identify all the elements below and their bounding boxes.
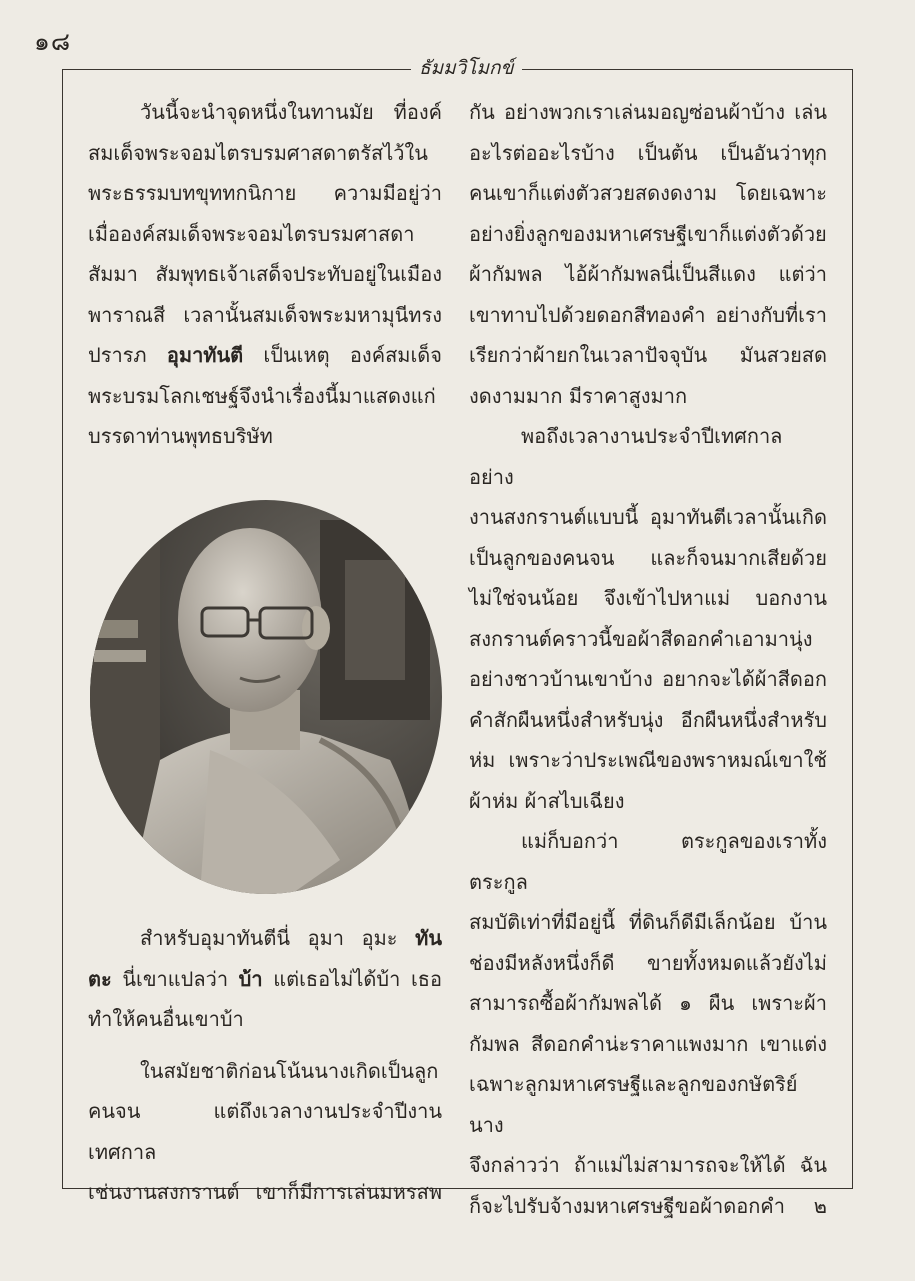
- text-line: พระธรรมบทขุททกนิกาย ความมีอยู่ว่า: [88, 181, 442, 205]
- portrait-image: [90, 500, 442, 895]
- text-run: แต่เธอไม่ได้บ้า เธอ: [262, 966, 442, 991]
- text-line: สัมมา สัมพุทธเจ้าเสด็จประทับอยู่ในเมือง: [88, 262, 442, 286]
- text-line: สามารถซื้อผ้ากัมพลได้ ๑ ผืน เพราะผ้า: [469, 991, 827, 1015]
- text-line: งดงามมาก มีราคาสูงมาก: [469, 383, 688, 408]
- text-line: เช่นงานสงกรานต์ เขาก็มีการเล่นมหรสพ: [88, 1180, 442, 1204]
- text-line: แม่ก็บอกว่า ตระกูลของเราทั้งตระกูล: [469, 829, 827, 894]
- text-line: เฉพาะลูกมหาเศรษฐีและลูกของกษัตริย์ นาง: [469, 1072, 798, 1137]
- text-line: สงกรานต์คราวนี้ขอผ้าสีดอกคำเอามานุ่ง: [469, 626, 813, 651]
- text-line: ผ้าห่ม ผ้าสไบเฉียง: [469, 788, 625, 813]
- text-line: อย่างยิ่งลูกของมหาเศรษฐีเขาก็แต่งตัวด้วย: [469, 221, 827, 246]
- text-line: ทำให้คนอื่นเขาบ้า: [88, 1007, 244, 1031]
- text-line: พาราณสี เวลานั้นสมเด็จพระมหามุนีทรง: [88, 302, 442, 327]
- text-line: วันนี้จะนำจุดหนึ่งในทานมัย ที่องค์: [140, 100, 442, 124]
- text-line: เมื่อองค์สมเด็จพระจอมไตรบรมศาสดา: [88, 221, 415, 246]
- text-line: ผ้ากัมพล ไอ้ผ้ากัมพลนี่เป็นสีแดง แต่ว่า: [469, 262, 827, 286]
- text-line: [88, 335, 442, 376]
- right-column: [469, 92, 827, 1226]
- text-line: กัน อย่างพวกเราเล่นมอญซ่อนผ้าบ้าง เล่น: [469, 100, 827, 124]
- text-line: [88, 959, 442, 1000]
- text-line: เรียกว่าผ้ายกในเวลาปัจจุบัน มันสวยสด: [469, 343, 827, 367]
- text-run: สำหรับอุมาทันตีนี่ อุมา อุมะ: [140, 926, 416, 950]
- text-line: ในสมัยชาติก่อนโน้นนางเกิดเป็นลูก: [140, 1058, 439, 1083]
- text-line: พอถึงเวลางานประจำปีเทศกาลอย่าง: [469, 424, 783, 489]
- running-head: ธัมมวิโมกข์: [411, 54, 522, 82]
- text-line: ช่องมีหลังหนึ่งก็ดี ขายทั้งหมดแล้วยังไม่: [469, 950, 827, 975]
- text-line: อะไรต่ออะไรบ้าง เป็นต้น เป็นอันว่าทุก: [469, 140, 827, 165]
- text-line: คนเขาก็แต่งตัวสวยสดงดงาม โดยเฉพาะ: [469, 181, 827, 205]
- text-run: ปรารภ: [88, 343, 167, 367]
- text-run: นี่เขาแปลว่า: [111, 966, 239, 991]
- text-line: กัมพล สีดอกคำน่ะราคาแพงมาก เขาแต่ง: [469, 1031, 827, 1056]
- text-line: ก็จะไปรับจ้างมหาเศรษฐีขอผ้าดอกคำ ๒: [469, 1193, 827, 1218]
- text-run: เป็นเหตุ องค์สมเด็จ: [243, 343, 443, 367]
- text-line: เป็นลูกของคนจน และก็จนมากเสียด้วย: [469, 545, 827, 570]
- text-line: อย่างชาวบ้านเขาบ้าง อยากจะได้ผ้าสีดอก: [469, 667, 827, 691]
- text-line: [88, 918, 442, 959]
- left-column-top: [88, 92, 442, 457]
- text-line: สมเด็จพระจอมไตรบรมศาสดาตรัสไว้ใน: [88, 140, 428, 165]
- text-line: สมบัติเท่าที่มีอยู่นี้ ที่ดินก็ดีมีเล็กน้อย บ้าน: [469, 910, 827, 934]
- left-column-bottom: [88, 918, 442, 1213]
- text-line: พระบรมโลกเชษฐ์จึงนำเรื่องนี้มาแสดงแก่: [88, 383, 436, 408]
- text-line: ไม่ใช่จนน้อย จึงเข้าไปหาแม่ บอกงาน: [469, 586, 827, 610]
- text-line: จึงกล่าวว่า ถ้าแม่ไม่สามารถจะให้ได้ ฉัน: [469, 1153, 827, 1177]
- text-line: คนจน แต่ถึงเวลางานประจำปีงานเทศกาล: [88, 1099, 442, 1164]
- text-line: คำสักผืนหนึ่งสำหรับนุ่ง อีกผืนหนึ่งสำหรับ: [469, 707, 827, 732]
- bold-term: อุมาทันตี: [166, 343, 244, 367]
- text-line: ห่ม เพราะว่าประเพณีของพราหมณ์เขาใช้: [469, 748, 827, 772]
- bold-term: บ้า: [238, 966, 263, 991]
- bold-term: ตะ: [88, 966, 112, 991]
- text-line: เขาทาบไปด้วยดอกสีทองคำ อย่างกับที่เรา: [469, 302, 827, 327]
- portrait-photo: [90, 500, 442, 895]
- text-line: งานสงกรานต์แบบนี้ อุมาทันตีเวลานั้นเกิด: [469, 505, 827, 529]
- page-number: ๑๘: [34, 27, 72, 56]
- bold-term: ทัน: [415, 926, 442, 950]
- text-line: บรรดาท่านพุทธบริษัท: [88, 424, 273, 448]
